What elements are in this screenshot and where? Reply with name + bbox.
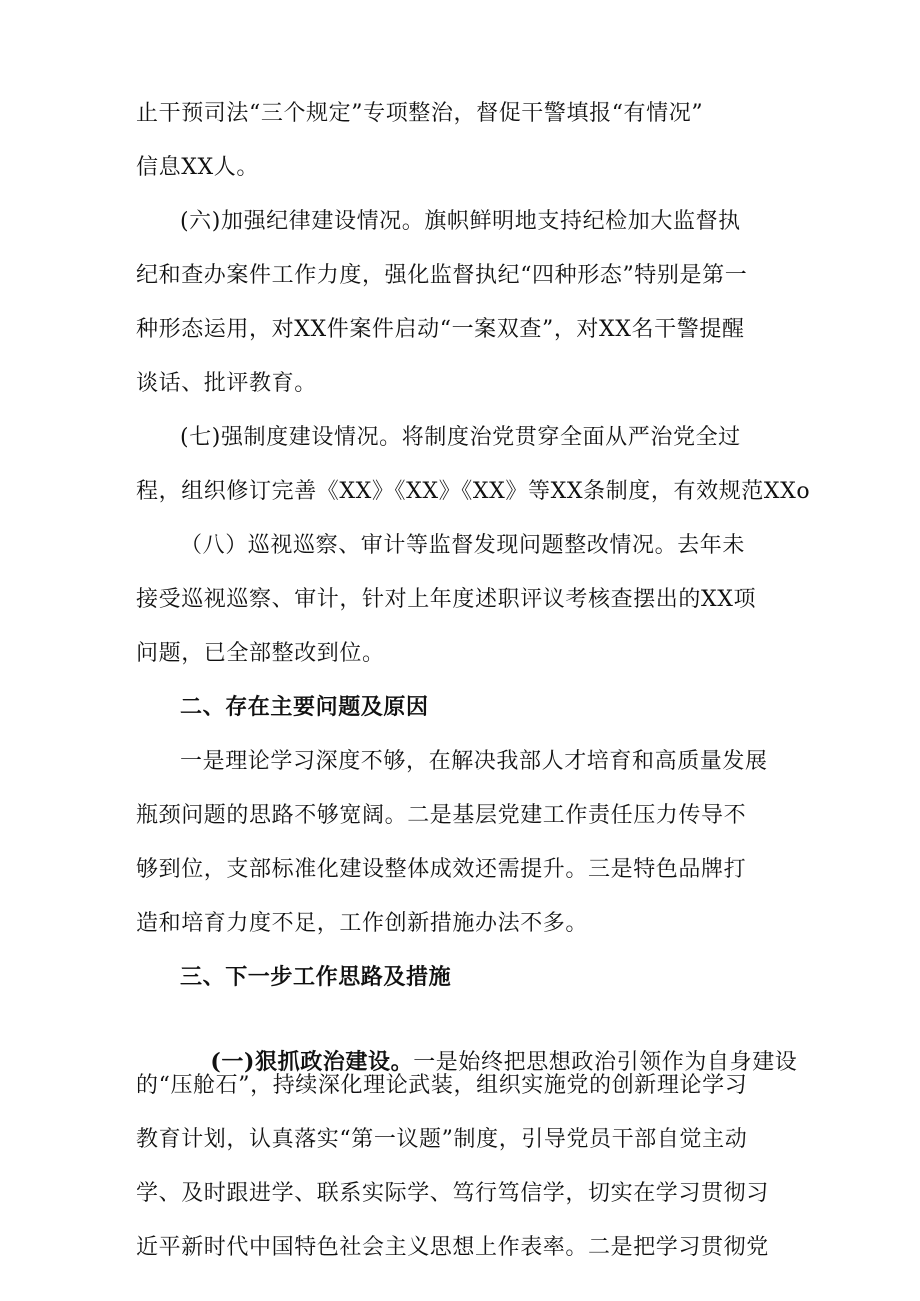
body-line: 够到位，支部标准化建设整体成效还需提升。三是特色品牌打 (136, 857, 747, 882)
body-line: 教育计划，认真落实“第一议题”制度，引导党员干部自觉主动 (136, 1127, 748, 1152)
body-line: 程，组织修订完善《XX》《XX》《XX》等XX条制度，有效规范XXo (136, 479, 811, 504)
problems-line: 一是理论学习深度不够，在解决我部人才培育和高质量发展 (180, 749, 768, 774)
measure-1-title: (一)狠抓政治建设。 (210, 1049, 414, 1075)
body-line: 接受巡视巡察、审计，针对上年度述职评议考核查摆出的XX项 (136, 587, 757, 612)
section-heading-2: 二、存在主要问题及原因 (180, 695, 429, 720)
body-line: 谈话、批评教育。 (136, 371, 317, 396)
paragraph-7-line: (七)强制度建设情况。将制度治党贯穿全面从严治党全过 (180, 425, 741, 450)
body-line: 纪和查办案件工作力度，强化监督执纪“四种形态”特别是第一 (136, 263, 748, 288)
body-line: 近平新时代中国特色社会主义思想上作表率。二是把学习贯彻党 (136, 1235, 769, 1260)
section-heading-3: 三、下一步工作思路及措施 (180, 965, 452, 990)
paragraph-8-line: （八）巡视巡察、审计等监督发现问题整改情况。去年未 (180, 533, 746, 558)
body-line: 种形态运用，对XX件案件启动“一案双查”，对XX名干警提醒 (136, 317, 745, 342)
body-line: 止干预司法“三个规定”专项整治，督促干警填报“有情况” (136, 101, 704, 126)
body-line: 造和培育力度不足，工作创新措施办法不多。 (136, 911, 589, 936)
body-line: 问题，已全部整改到位。 (136, 641, 385, 666)
body-line: 瓶颈问题的思路不够宽阔。二是基层党建工作责任压力传导不 (136, 803, 747, 828)
body-line: 的“压舱石”，持续深化理论武装，组织实施党的创新理论学习 (136, 1073, 748, 1098)
body-line: 学、及时跟进学、联系实际学、笃行笃信学，切实在学习贯彻习 (136, 1181, 769, 1206)
paragraph-6-line: (六)加强纪律建设情况。旗帜鲜明地支持纪检加大监督执 (180, 209, 741, 234)
measure-1-text: 一是始终把思想政治引领作为自身建设 (413, 1050, 798, 1075)
body-line: 信息XX人。 (136, 155, 259, 180)
